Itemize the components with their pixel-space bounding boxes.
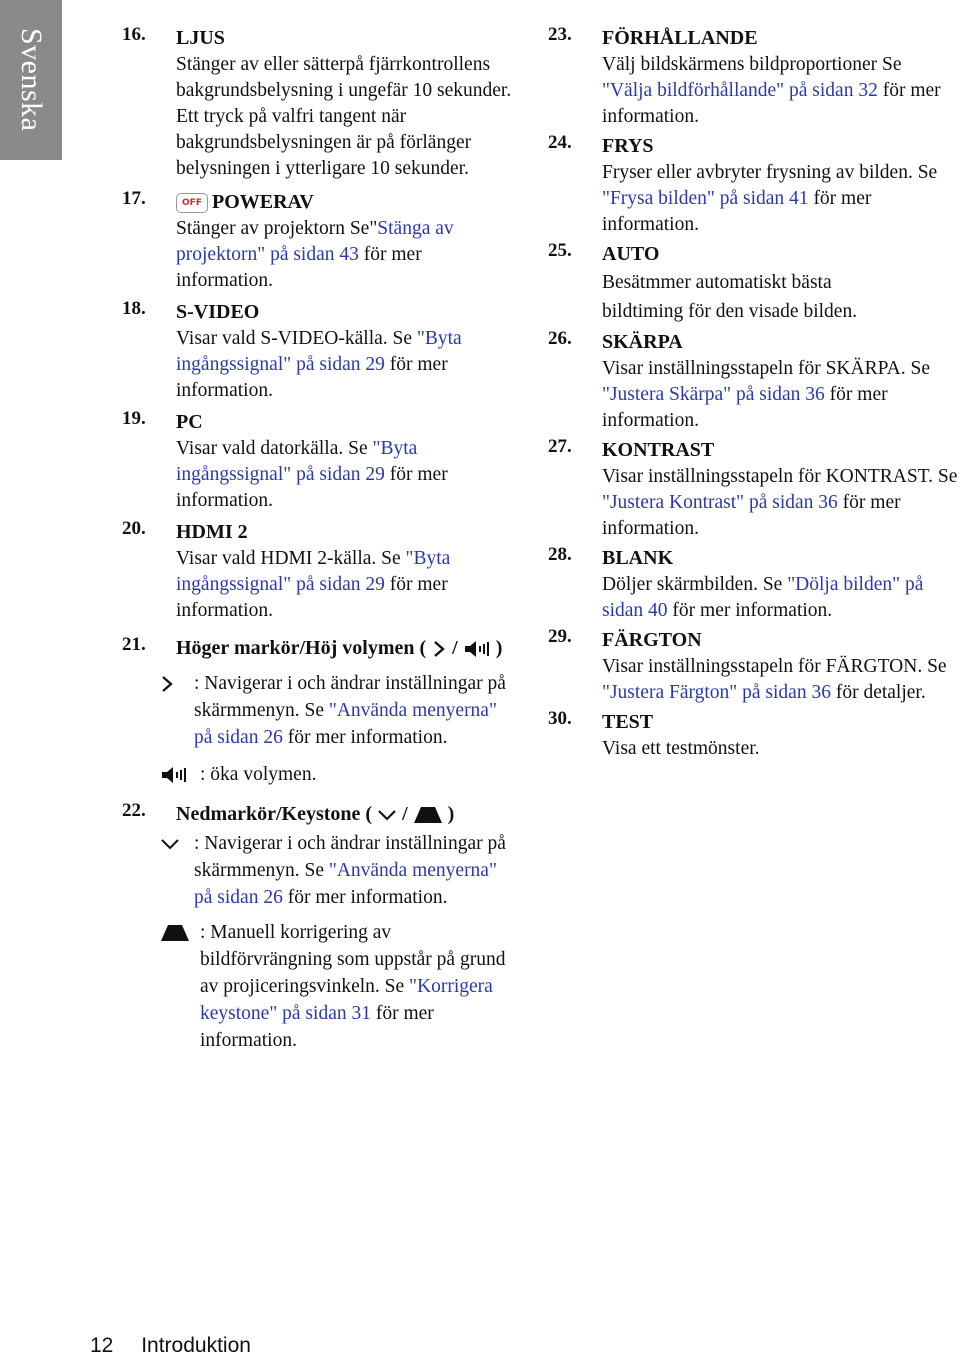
- title-separator: /: [402, 803, 408, 825]
- item-title: PC: [176, 411, 203, 433]
- desc-text: Visar vald HDMI 2-källa. Se: [176, 548, 406, 569]
- desc-text: för mer information.: [200, 1003, 434, 1051]
- item-number: 25.: [548, 240, 572, 261]
- item-title: [176, 800, 542, 828]
- desc-text: för mer information.: [176, 574, 448, 621]
- sub-item-volume-up: [158, 761, 542, 788]
- down-arrow-icon: [160, 836, 180, 852]
- item-description: Visa ett testmönster.: [602, 738, 760, 759]
- list-item-17: [122, 188, 542, 294]
- cross-reference-link[interactable]: "Byta ingångssignal" på sidan 29: [176, 328, 462, 375]
- cross-reference-link[interactable]: "Korrigera keystone" på sidan 31: [200, 976, 493, 1024]
- desc-text: för mer information.: [282, 727, 448, 748]
- title-separator: /: [452, 637, 458, 659]
- cross-reference-link[interactable]: "Frysa bilden" på sidan 41: [602, 188, 809, 209]
- desc-text: Visar vald datorkälla. Se: [176, 438, 373, 459]
- item-number: 21.: [122, 634, 146, 655]
- item-title: [176, 634, 542, 662]
- item-number: 29.: [548, 626, 572, 647]
- desc-text: för mer information.: [667, 600, 833, 621]
- item-number: 19.: [122, 408, 146, 429]
- cross-reference-link[interactable]: "Justera Kontrast" på sidan 36: [602, 492, 838, 513]
- item-description: [176, 326, 496, 404]
- page-number: 12: [90, 1334, 114, 1357]
- list-item-19: [122, 408, 542, 514]
- desc-text: Visar inställningsstapeln för SKÄRPA. Se: [602, 358, 930, 379]
- item-number: 24.: [548, 132, 572, 153]
- right-arrow-icon: [160, 674, 174, 694]
- desc-text: Stänger av projektorn Se": [176, 218, 378, 239]
- item-title: S-VIDEO: [176, 301, 260, 323]
- cross-reference-link[interactable]: Stänga av projektorn" på sidan 43: [176, 218, 454, 265]
- desc-text: : Navigerar i och ändrar inställningar på skärmmenyn. Se: [194, 673, 506, 721]
- desc-text: Visar inställningsstapeln för FÄRGTON. Se: [602, 656, 947, 677]
- item-description: [602, 464, 960, 542]
- desc-text: för mer information.: [176, 464, 448, 511]
- item-number: 16.: [122, 24, 146, 45]
- desc-text: för mer information.: [176, 354, 448, 401]
- section-name: Introduktion: [141, 1334, 251, 1357]
- list-item-25: [548, 240, 960, 326]
- item-description: [602, 52, 952, 130]
- desc-text: för mer information.: [282, 887, 448, 908]
- volume-up-icon: [463, 639, 491, 659]
- item-description: [176, 436, 496, 514]
- item-description: [602, 160, 960, 238]
- right-arrow-icon: [431, 640, 447, 658]
- desc-text: för mer information.: [602, 80, 941, 127]
- desc-text: för mer information.: [602, 384, 888, 431]
- desc-text: för mer information.: [602, 492, 901, 539]
- volume-up-icon: [160, 765, 188, 785]
- list-item-23: [548, 24, 960, 130]
- list-item-24: [548, 132, 960, 238]
- item-title: TEST: [602, 711, 654, 733]
- sub-item-keystone: [158, 919, 520, 1054]
- desc-text: för detaljer.: [830, 682, 926, 703]
- language-tab: [0, 0, 62, 160]
- item-number: 18.: [122, 298, 146, 319]
- cross-reference-link[interactable]: "Byta ingångssignal" på sidan 29: [176, 438, 418, 485]
- item-description: [176, 216, 486, 294]
- item-title: FÖRHÅLLANDE: [602, 27, 758, 49]
- item-description: [176, 546, 496, 624]
- cross-reference-link[interactable]: "Justera Skärpa" på sidan 36: [602, 384, 825, 405]
- list-item-27: [548, 436, 960, 542]
- cross-reference-link[interactable]: "Använda menyerna" på sidan 26: [194, 860, 497, 908]
- item-title: HDMI 2: [176, 521, 248, 543]
- item-number: 30.: [548, 708, 572, 729]
- cross-reference-link[interactable]: "Justera Färgton" på sidan 36: [602, 682, 831, 703]
- desc-text: för mer information.: [602, 188, 872, 235]
- list-item-30: [548, 708, 960, 762]
- item-title-text: Nedmarkör/Keystone (: [176, 803, 373, 825]
- item-number: 23.: [548, 24, 572, 45]
- cross-reference-link[interactable]: "Använda menyerna" på sidan 26: [194, 700, 497, 748]
- item-title: FÄRGTON: [602, 629, 702, 651]
- item-title: BLANK: [602, 547, 674, 569]
- desc-text: : Navigerar i och ändrar inställningar på skärmmenyn. Se: [194, 833, 506, 881]
- list-item-29: [548, 626, 960, 706]
- list-item-28: [548, 544, 960, 624]
- list-item-21: [122, 634, 542, 788]
- item-title: [176, 188, 542, 216]
- sub-item-right-cursor: [158, 670, 514, 751]
- item-number: 27.: [548, 436, 572, 457]
- title-close: ): [447, 803, 455, 825]
- desc-text: Välj bildskärmens bildproportioner Se: [602, 54, 902, 75]
- item-title-text: Höger markör/Höj volymen (: [176, 637, 427, 659]
- item-description: [602, 654, 960, 706]
- cross-reference-link[interactable]: "Välja bildförhållande" på sidan 32: [602, 80, 878, 101]
- cross-reference-link[interactable]: "Dölja bilden" på sidan 40: [602, 574, 924, 621]
- keystone-icon: [160, 923, 190, 943]
- list-item-26: [548, 328, 960, 434]
- sub-item-down-cursor: [158, 830, 514, 911]
- list-item-20: [122, 518, 542, 624]
- item-number: 26.: [548, 328, 572, 349]
- desc-text: Visar vald S-VIDEO-källa. Se: [176, 328, 417, 349]
- list-item-18: [122, 298, 542, 404]
- down-arrow-icon: [377, 807, 397, 823]
- item-number: 20.: [122, 518, 146, 539]
- title-close: ): [495, 637, 503, 659]
- item-title: LJUS: [176, 27, 225, 49]
- left-column: [122, 24, 542, 1054]
- item-number: 22.: [122, 800, 146, 821]
- language-tab-label: Svenska: [15, 28, 48, 132]
- keystone-icon: [413, 805, 443, 825]
- desc-text: : öka volymen.: [200, 764, 317, 785]
- cross-reference-link[interactable]: "Byta ingångssignal" på sidan 29: [176, 548, 451, 595]
- item-description: [602, 572, 960, 624]
- right-column: [548, 24, 960, 762]
- item-title: FRYS: [602, 135, 654, 157]
- off-button-icon: OFF: [176, 193, 208, 213]
- item-description: [602, 356, 960, 434]
- item-title-text: POWERAV: [212, 191, 314, 213]
- item-title: SKÄRPA: [602, 331, 683, 353]
- item-description: Stänger av eller sätterpå fjärrkontrollens bakgrundsbelysning i ungefär 10 sekunder. Ett tryck på valfri tangent när bakgrundsbelysningen är på förlänger belysningen i ytterligare 10 sekunder.: [176, 54, 512, 179]
- item-title: AUTO: [602, 243, 660, 265]
- list-item-16: [122, 24, 542, 182]
- desc-text: : Manuell korrigering av bildförvrängning som uppstår på grund av projiceringsvinkeln. Se: [200, 922, 506, 997]
- item-number: 28.: [548, 544, 572, 565]
- desc-text: för mer information.: [176, 244, 422, 291]
- item-description: Besätmmer automatiskt bästa bildtiming för den visade bilden.: [602, 272, 858, 322]
- desc-text: Visar inställningsstapeln för KONTRAST. Se: [602, 466, 958, 487]
- list-item-22: [122, 800, 542, 1054]
- desc-text: Fryser eller avbryter frysning av bilden. Se: [602, 162, 938, 183]
- item-title: KONTRAST: [602, 439, 715, 461]
- item-number: 17.: [122, 188, 146, 209]
- desc-text: Döljer skärmbilden. Se: [602, 574, 788, 595]
- page-footer: [90, 1334, 251, 1358]
